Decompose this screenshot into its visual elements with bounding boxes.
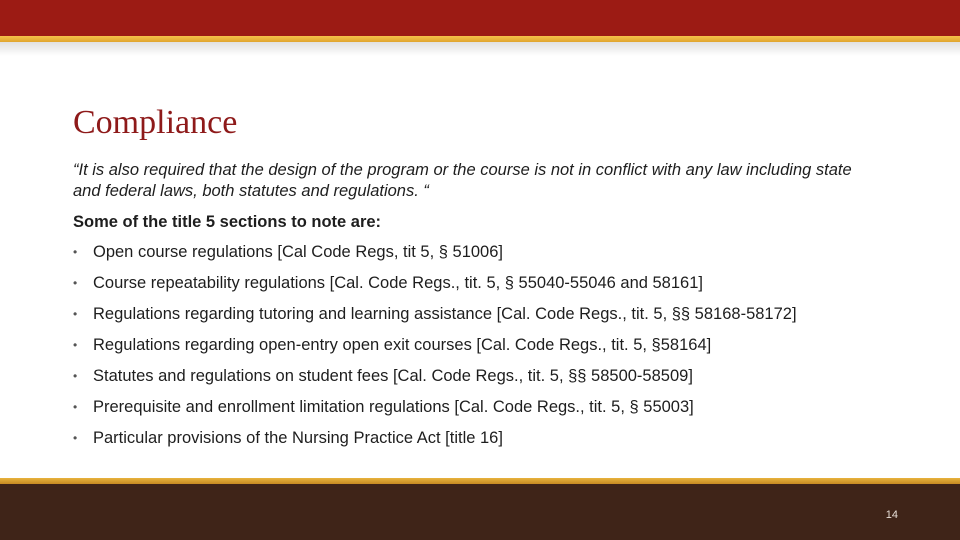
bullet-text: Regulations regarding open-entry open exit courses [Cal. Code Regs., tit. 5, §58164] xyxy=(93,336,712,354)
bullet-item xyxy=(73,305,863,324)
bullet-list xyxy=(73,243,863,460)
bullet-item xyxy=(73,398,863,417)
bullet-icon: • xyxy=(73,400,78,414)
bullet-text: Course repeatability regulations [Cal. Code Regs., tit. 5, § 55040-55046 and 58161] xyxy=(93,274,703,292)
top-banner xyxy=(0,0,960,36)
bullet-item xyxy=(73,274,863,293)
bullet-icon: • xyxy=(73,431,78,445)
bullet-icon: • xyxy=(73,245,78,259)
bullet-text: Statutes and regulations on student fees [Cal. Code Regs., tit. 5, §§ 58500-58509] xyxy=(93,367,693,385)
bullet-text: Particular provisions of the Nursing Practice Act [title 16] xyxy=(93,429,503,447)
bullet-icon: • xyxy=(73,338,78,352)
slide-title: Compliance xyxy=(73,104,238,141)
top-shadow xyxy=(0,42,960,56)
bullet-text: Regulations regarding tutoring and learning assistance [Cal. Code Regs., tit. 5, §§ 58168-58172] xyxy=(93,305,797,323)
bullet-item xyxy=(73,336,863,355)
bullet-item xyxy=(73,243,863,262)
bullet-item xyxy=(73,367,863,386)
page-number: 14 xyxy=(885,509,898,521)
bullet-icon: • xyxy=(73,276,78,290)
bullet-item xyxy=(73,429,863,448)
bullet-text: Open course regulations [Cal Code Regs, tit 5, § 51006] xyxy=(93,243,503,261)
bullet-text: Prerequisite and enrollment limitation regulations [Cal. Code Regs., tit. 5, § 55003] xyxy=(93,398,694,416)
quote-text: “It is also required that the design of the program or the course is not in conflict with any law including state and federal laws, both statutes and regulations. “ xyxy=(73,161,852,200)
subheading: Some of the title 5 sections to note are: xyxy=(73,213,382,231)
bullet-icon: • xyxy=(73,307,78,321)
footer-band xyxy=(0,484,960,540)
bullet-icon: • xyxy=(73,369,78,383)
